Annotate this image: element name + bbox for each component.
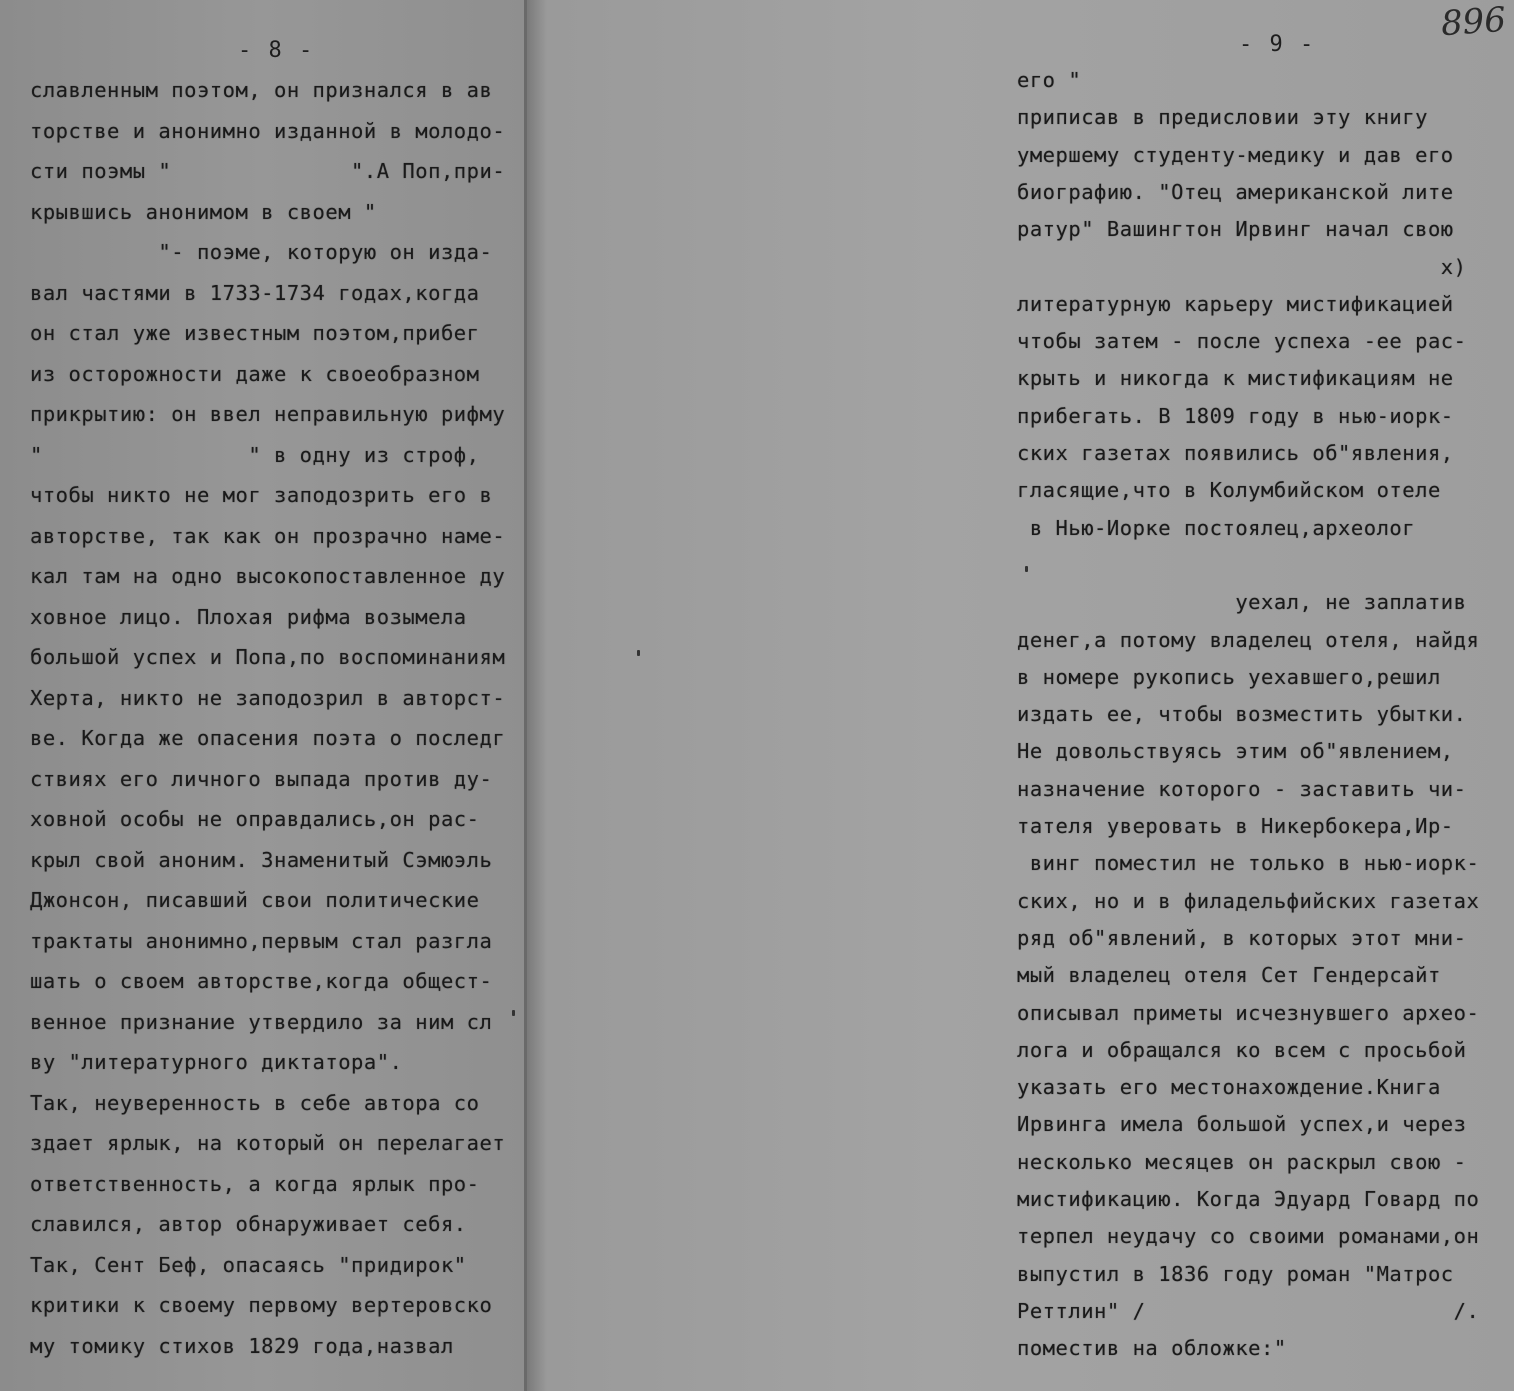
ink-speck bbox=[637, 650, 640, 656]
page-number-9: - 9 - bbox=[1239, 32, 1316, 57]
text-line: тателя уверовать в Никербокера,Ир- bbox=[1017, 814, 1454, 838]
text-line: Не довольствуясь этим об"явлением, bbox=[1017, 739, 1454, 764]
text-line: его " bbox=[1017, 68, 1082, 92]
text-line: большой успех и Попа,по воспоминаниям bbox=[30, 645, 506, 669]
archive-folio-number: 896 bbox=[1439, 0, 1508, 45]
text-line: кал там на одно высокопоставленное ду bbox=[30, 564, 506, 588]
text-line: трактаты анонимно,первым стал разгла bbox=[30, 928, 493, 953]
text-line: авторстве, так как он прозрачно наме- bbox=[30, 523, 506, 548]
text-line: литературную карьеру мистификацией bbox=[1017, 291, 1454, 316]
ink-speck bbox=[512, 1010, 515, 1016]
text-line: му томику стихов 1829 года,назвал bbox=[30, 1333, 454, 1358]
text-line: ских, но и в филадельфийских газетах bbox=[1017, 888, 1480, 913]
text-line: несколько месяцев он раскрыл свою - bbox=[1017, 1149, 1467, 1174]
text-line: сти поэмы " ".А Поп,при- bbox=[30, 159, 506, 183]
text-line: Ирвинга имела большой успех,и через bbox=[1017, 1112, 1467, 1137]
right-page bbox=[547, 0, 1514, 1391]
text-line: ховное лицо. Плохая рифма возымела bbox=[30, 604, 467, 629]
text-line: назначение которого - заставить чи- bbox=[1017, 776, 1467, 801]
text-line: "- поэме, которую он изда- bbox=[30, 240, 493, 264]
text-line: указать его местонахождение.Книга bbox=[1017, 1075, 1441, 1100]
text-line: чтобы затем - после успеха -ее рас- bbox=[1017, 329, 1467, 354]
text-line: в номере рукопись уехавшего,решил bbox=[1017, 664, 1441, 689]
page-number-8: - 8 - bbox=[238, 38, 315, 63]
text-line: уехал, не заплатив bbox=[1017, 590, 1467, 615]
page-gutter bbox=[527, 0, 547, 1391]
text-line: Джонсон, писавший свои политические bbox=[30, 888, 480, 912]
text-line: умершему студенту-медику и дав его bbox=[1017, 142, 1454, 167]
left-page bbox=[0, 0, 527, 1391]
text-line: " " в одну из строф, bbox=[30, 442, 480, 467]
text-line: терпел неудачу со своими романами,он bbox=[1017, 1224, 1480, 1249]
text-line: ве. Когда же опасения поэта о последг bbox=[30, 726, 506, 750]
text-line: Так, неуверенность в себе автора со bbox=[30, 1090, 480, 1115]
text-line: критики к своему первому вертеровско bbox=[30, 1293, 493, 1317]
text-line: ховной особы не оправдались,он рас- bbox=[30, 807, 480, 831]
text-line: винг поместил не только в нью-иорк- bbox=[1017, 851, 1480, 876]
text-line: мистификацию. Когда Эдуард Говард по bbox=[1017, 1187, 1480, 1211]
text-line: описывал приметы исчезнувшего архео- bbox=[1017, 1000, 1480, 1025]
text-line: ответственность, а когда ярлык про- bbox=[30, 1171, 480, 1196]
text-line: шать о своем авторстве,когда общест- bbox=[30, 969, 493, 993]
text-line: ратур" Вашингтон Ирвинг начал свою bbox=[1017, 217, 1454, 242]
text-line: здает ярлык, на который он перелагает bbox=[30, 1131, 506, 1155]
text-line: поместив на обложке:" bbox=[1017, 1336, 1287, 1361]
text-line: прикрытию: он ввел неправильную рифму bbox=[30, 402, 506, 426]
text-line: издать ее, чтобы возместить убытки. bbox=[1017, 702, 1467, 727]
text-line: крыть и никогда к мистификациям не bbox=[1017, 366, 1454, 391]
text-line: биографию. "Отец американской лите bbox=[1017, 179, 1454, 204]
text-line: вал частями в 1733-1734 годах,когда bbox=[30, 280, 480, 305]
text-line: венное признание утвердило за ним сл bbox=[30, 1009, 493, 1034]
text-line: крывшись анонимом в своем " bbox=[30, 199, 377, 224]
text-line: Так, Сент Беф, опасаясь "придирок" bbox=[30, 1252, 467, 1277]
text-line: Реттлин" / /. bbox=[1017, 1298, 1480, 1323]
text-line: чтобы никто не мог заподозрить его в bbox=[30, 483, 493, 507]
text-line: выпустил в 1836 году роман "Матрос bbox=[1017, 1261, 1454, 1286]
text-line: лога и обращался ко всем с просьбой bbox=[1017, 1037, 1467, 1062]
text-line: гласящие,что в Колумбийском отеле bbox=[1017, 478, 1441, 503]
text-line: крыл свой аноним. Знаменитый Сэмюэль bbox=[30, 847, 493, 872]
text-line: славился, автор обнаруживает себя. bbox=[30, 1212, 467, 1236]
text-line: приписав в предисловии эту книгу bbox=[1017, 105, 1428, 130]
text-line: денег,а потому владелец отеля, найдя bbox=[1017, 627, 1480, 652]
text-line: торстве и анонимно изданной в молодо- bbox=[30, 118, 506, 143]
ink-speck bbox=[1025, 566, 1028, 572]
text-line: Херта, никто не заподозрил в авторст- bbox=[30, 685, 506, 710]
text-line: ряд об"явлений, в которых этот мни- bbox=[1017, 925, 1467, 950]
text-line: он стал уже известным поэтом,прибег bbox=[30, 321, 480, 345]
text-line: ву "литературного диктатора". bbox=[30, 1050, 403, 1074]
text-line: славленным поэтом, он признался в ав bbox=[30, 78, 493, 102]
text-line: мый владелец отеля Сет Гендерсайт bbox=[1017, 963, 1441, 988]
text-line: в Нью-Иорке постоялец,археолог bbox=[1017, 515, 1416, 540]
text-line: x) bbox=[1017, 254, 1467, 279]
text-line: прибегать. В 1809 году в нью-иорк- bbox=[1017, 403, 1454, 428]
text-line: из осторожности даже к своеобразном bbox=[30, 361, 480, 386]
text-line: ствиях его личного выпада против ду- bbox=[30, 766, 493, 791]
text-line: ских газетах появились об"явления, bbox=[1017, 441, 1454, 465]
